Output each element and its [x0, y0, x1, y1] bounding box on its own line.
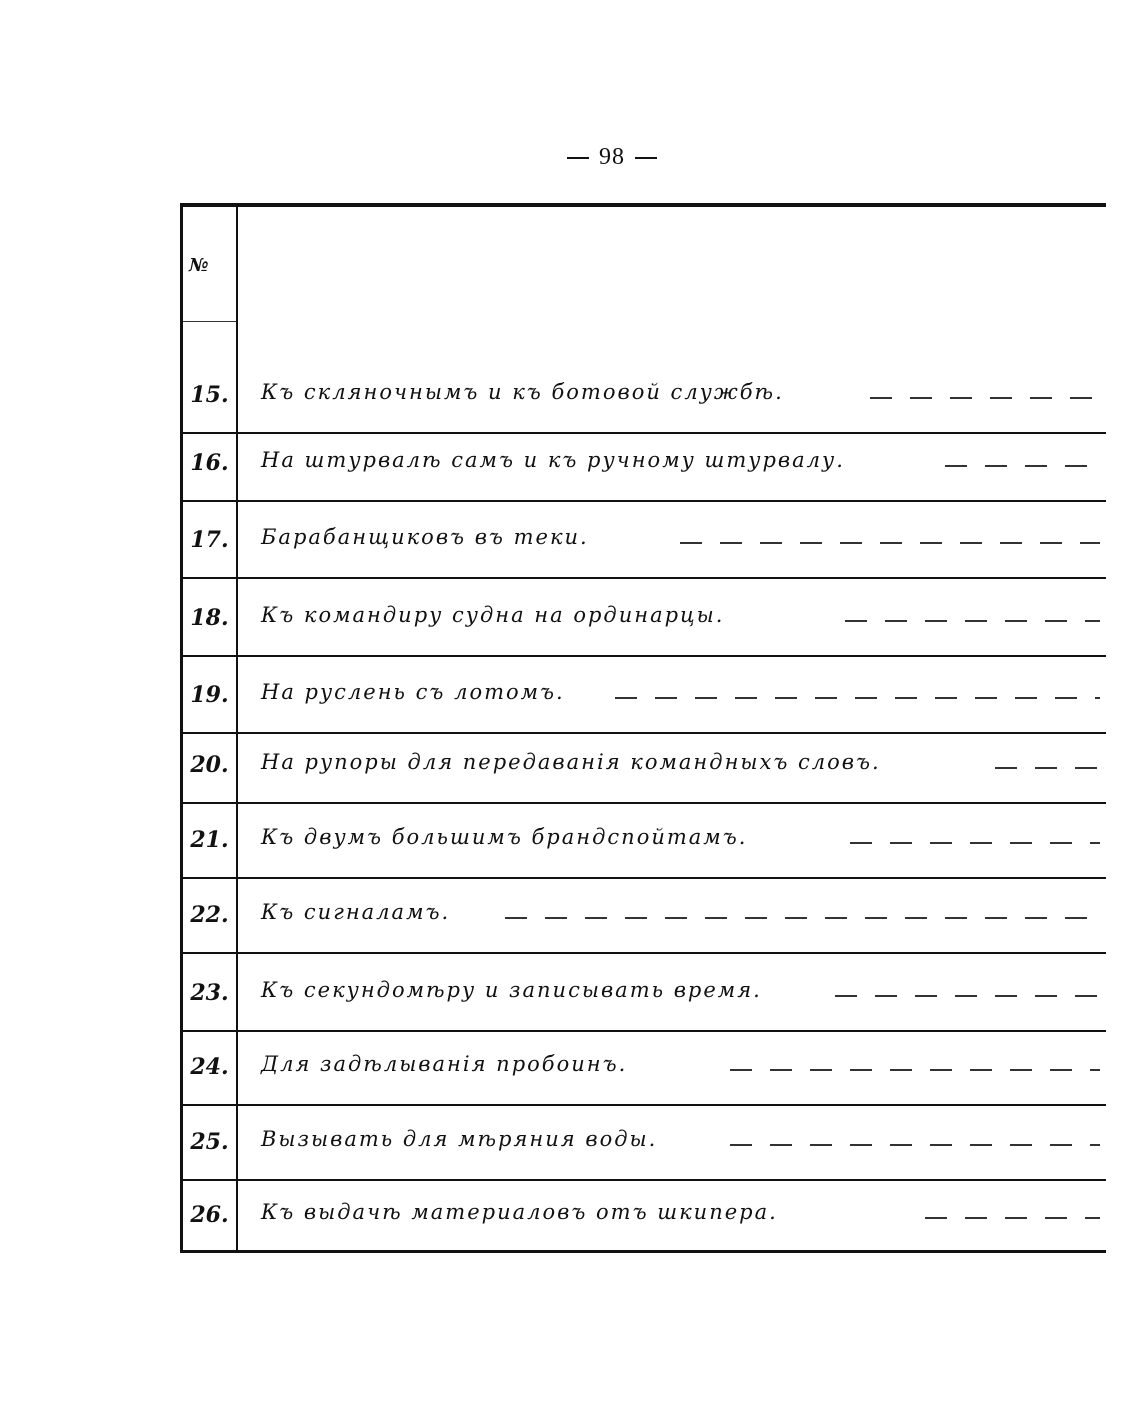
- table-row: [183, 581, 1106, 657]
- table-row: [183, 358, 1106, 434]
- dash-leader: [995, 767, 1100, 769]
- row-number: 19.: [190, 682, 229, 708]
- dash-leader: [835, 995, 1100, 997]
- dash-leader: [845, 620, 1100, 622]
- number-header-label: №: [189, 255, 209, 276]
- page-number-line: [0, 144, 1140, 171]
- page-number: 98: [599, 144, 625, 170]
- table-row: [183, 1030, 1106, 1106]
- table-row: [183, 1178, 1106, 1254]
- table-row: [183, 878, 1106, 954]
- right-dash: [635, 157, 657, 159]
- dash-leader: [870, 397, 1100, 399]
- dash-leader: [615, 697, 1100, 699]
- dash-leader: [925, 1217, 1100, 1219]
- dash-leader: [730, 1069, 1100, 1071]
- station-register-table: [180, 203, 1106, 1253]
- dash-leader: [505, 917, 1100, 919]
- row-number: 25.: [190, 1129, 229, 1155]
- row-number: 22.: [190, 902, 229, 928]
- table-row: [183, 728, 1106, 804]
- table-row: [183, 503, 1106, 579]
- row-rule: [183, 577, 1106, 579]
- row-text: На руслень съ лотомъ.: [261, 680, 565, 704]
- dash-leader: [945, 465, 1100, 467]
- row-rule: [183, 655, 1106, 657]
- row-number: 21.: [190, 827, 229, 853]
- dash-leader: [850, 842, 1100, 844]
- table-top-rule: [180, 203, 1106, 207]
- row-text: Къ двумъ большимъ брандспойтамъ.: [261, 825, 748, 849]
- row-text: Къ командиру судна на ординарцы.: [261, 603, 725, 627]
- row-number: 18.: [190, 605, 229, 631]
- row-text: Вызывать для мѣряния воды.: [261, 1127, 658, 1151]
- number-column-header: [183, 207, 236, 322]
- table-row: [183, 803, 1106, 879]
- row-number: 24.: [190, 1054, 229, 1080]
- row-number: 17.: [190, 527, 229, 553]
- row-number: 23.: [190, 980, 229, 1006]
- row-text: На рупоры для передаванія командныхъ словъ.: [261, 750, 881, 774]
- row-text: Къ скляночнымъ и къ ботовой службѣ.: [261, 380, 784, 404]
- row-number: 26.: [190, 1202, 229, 1228]
- table-row: [183, 956, 1106, 1032]
- row-number: 15.: [190, 382, 229, 408]
- row-rule: [183, 952, 1106, 954]
- left-dash: [567, 157, 589, 159]
- table-row: [183, 426, 1106, 502]
- row-text: Къ сигналамъ.: [261, 900, 451, 924]
- row-text: Барабанщиковъ въ теки.: [261, 525, 589, 549]
- row-text: Для задѣлыванія пробоинъ.: [261, 1052, 628, 1076]
- table-row: [183, 1105, 1106, 1181]
- table-row: [183, 658, 1106, 734]
- row-text: На штурвалѣ самъ и къ ручному штурвалу.: [261, 448, 845, 472]
- dash-leader: [680, 542, 1100, 544]
- row-number: 16.: [190, 450, 229, 476]
- row-number: 20.: [190, 752, 229, 778]
- row-rule: [183, 500, 1106, 502]
- dash-leader: [730, 1144, 1100, 1146]
- row-text: Къ выдачѣ материаловъ отъ шкипера.: [261, 1200, 778, 1224]
- row-text: Къ секундомѣру и записывать время.: [261, 978, 762, 1002]
